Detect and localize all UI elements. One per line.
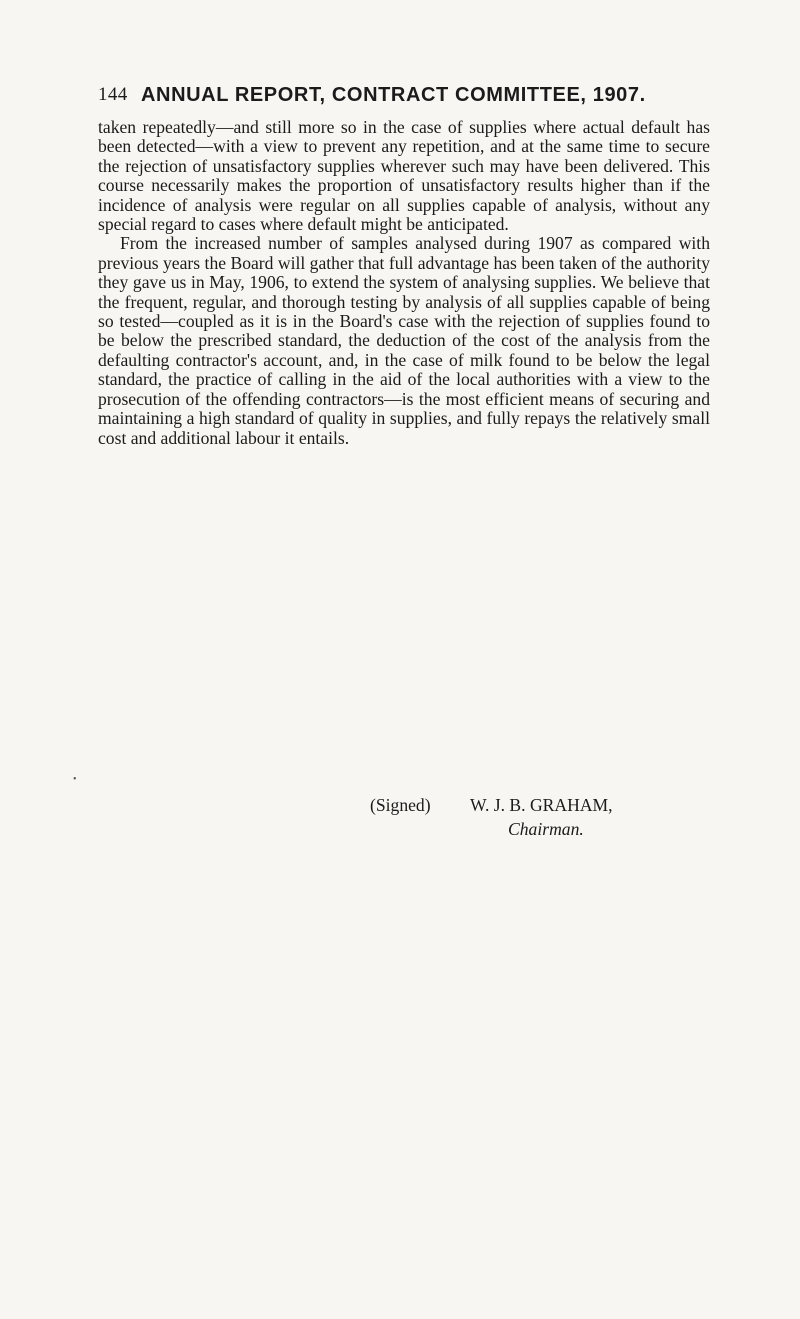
page-number: 144 (98, 84, 128, 105)
signatory-name: W. J. B. GRAHAM, (470, 795, 613, 815)
signatory-title: Chairman. (508, 819, 584, 839)
paragraph-1: taken repeatedly—and still more so in the case of supplies where actual default has been detected—with a view to prevent any repetition, and at the same time to secure the rejection of unsatisfactory supplies wherever such may have been delivered. This course necessarily makes the proportion of unsatisfactory results higher than if the incidence of analysis were regular on all supplies capable of analysis, without any special regard to cases where default might be anticipated. (98, 117, 710, 235)
margin-mark: • (73, 774, 77, 785)
signed-label: (Signed) (370, 795, 431, 815)
page-title: ANNUAL REPORT, CONTRACT COMMITTEE, 1907. (141, 84, 646, 106)
running-head (98, 84, 710, 114)
paragraph-2: From the increased number of samples analysed during 1907 as compared with previous years the Board will gather that full advantage has been taken of the authority they gave us in May, 1906, to extend the system of analysing supplies. We believe that the frequent, regular, and thorough testing by analysis of all supplies capable of being so tested—coupled as it is in the Board's case with the rejection of supplies found to be below the prescribed standard, the deduction of the cost of the analysis from the defaulting contractor's account, and, in the case of milk found to be below the legal standard, the practice of calling in the aid of the local authorities with a view to the prosecution of the offending contractors—is the most efficient means of securing and maintaining a high standard of quality in supplies, and fully repays the relatively small cost and additional labour it entails. (98, 233, 710, 448)
body-text (98, 118, 710, 448)
signature-line (370, 792, 613, 818)
